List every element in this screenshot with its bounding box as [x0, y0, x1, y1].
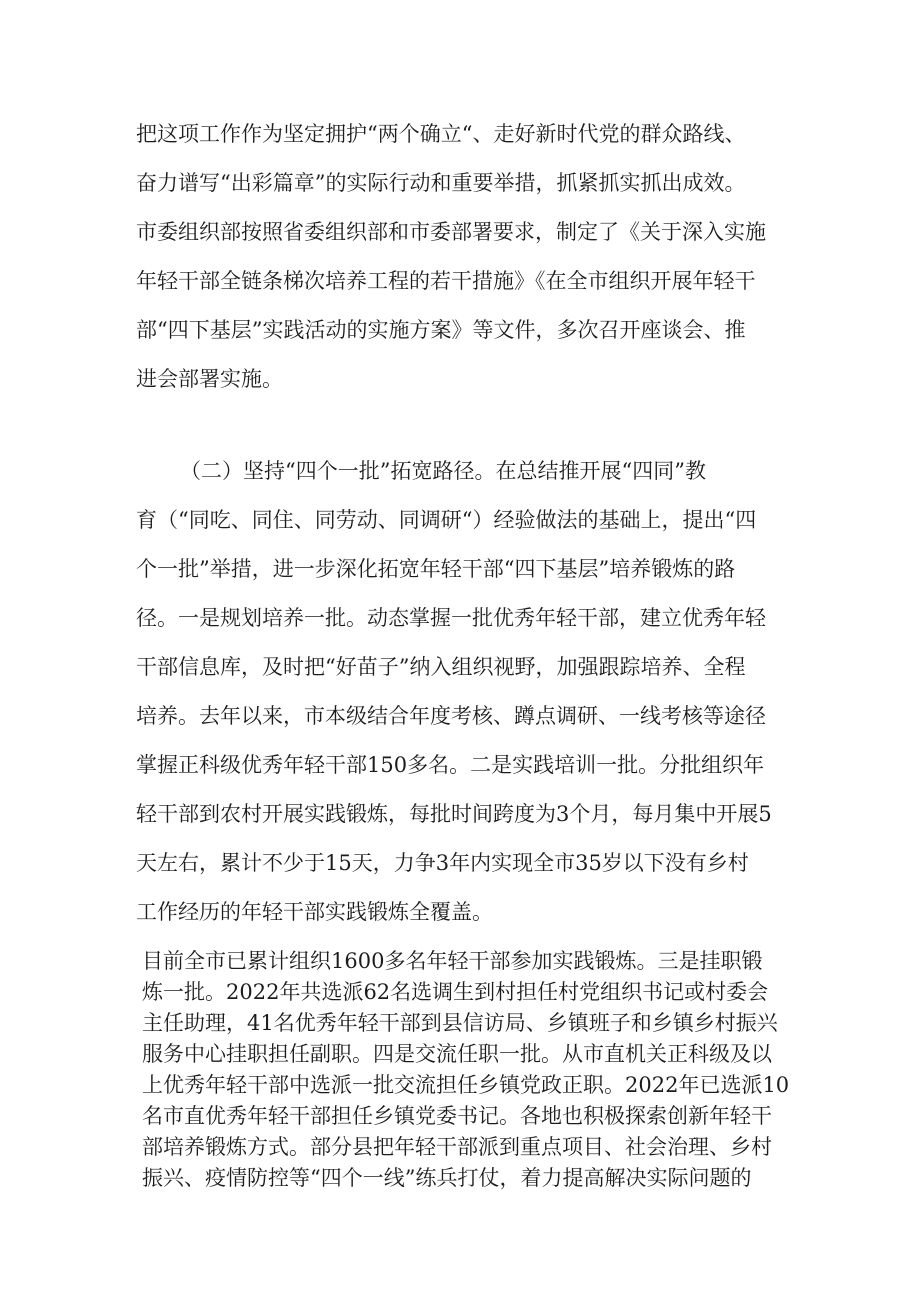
text-line: 名市直优秀年轻干部担任乡镇党委书记。各地也积极探索创新年轻干	[142, 1104, 772, 1128]
text-line: 部“四下基层”实践活动的实施方案》等文件，多次召开座谈会、推	[136, 318, 746, 342]
text-line: 把这项工作作为坚定拥护“两个确立“、走好新时代党的群众路线、	[136, 122, 746, 146]
text-line: 干部信息库，及时把“好苗子”纳入组织视野，加强跟踪培养、全程	[136, 655, 746, 679]
text-line: （二）坚持“四个一批”拓宽路径。在总结推开展“四同”教	[180, 459, 706, 483]
text-line: 天左右，累计不少于15天，力争3年内实现全市35岁以下没有乡村	[136, 851, 749, 875]
text-line: 培养。去年以来，市本级结合年度考核、蹲点调研、一线考核等途径	[136, 704, 766, 728]
text-line: 市委组织部按照省委组织部和市委部署要求，制定了《关于深入实施	[136, 220, 766, 244]
text-line: 上优秀年轻干部中选派一批交流担任乡镇党政正职。2022年已选派10	[142, 1073, 790, 1097]
text-line: 轻干部到农村开展实践锻炼，每批时间跨度为3个月，每月集中开展5	[136, 802, 772, 826]
text-line: 振兴、疫情防控等“四个一线”练兵打仗，着力提高解决实际问题的	[142, 1166, 752, 1190]
text-line: 主任助理，41名优秀年轻干部到县信访局、乡镇班子和乡镇乡村振兴	[142, 1011, 778, 1035]
text-line: 进会部署实施。	[136, 367, 283, 391]
text-line: 服务中心挂职担任副职。四是交流任职一批。从市直机关正科级及以	[142, 1042, 772, 1066]
text-line: 工作经历的年轻干部实践锻炼全覆盖。	[136, 900, 493, 924]
text-line: 炼一批。2022年共选派62名选调生到村担任村党组织书记或村委会	[142, 980, 769, 1004]
text-line: 年轻干部全链条梯次培养工程的若干措施》《在全市组织开展年轻干	[136, 269, 756, 293]
text-line: 部培养锻炼方式。部分县把年轻干部派到重点项目、社会治理、乡村	[142, 1135, 772, 1159]
text-line: 个一批”举措，进一步深化拓宽年轻干部“四下基层”培养锻炼的路	[136, 557, 736, 581]
text-line: 育（“同吃、同住、同劳动、同调研“）经验做法的基础上，提出“四	[136, 508, 757, 532]
text-line: 奋力谱写“出彩篇章”的实际行动和重要举措，抓紧抓实抓出成效。	[136, 171, 746, 195]
text-line: 径。一是规划培养一批。动态掌握一批优秀年轻干部，建立优秀年轻	[136, 606, 766, 630]
text-line: 掌握正科级优秀年轻干部150多名。二是实践培训一批。分批组织年	[136, 753, 765, 777]
text-line: 目前全市已累计组织1600多名年轻干部参加实践锻炼。三是挂职锻	[142, 949, 763, 973]
